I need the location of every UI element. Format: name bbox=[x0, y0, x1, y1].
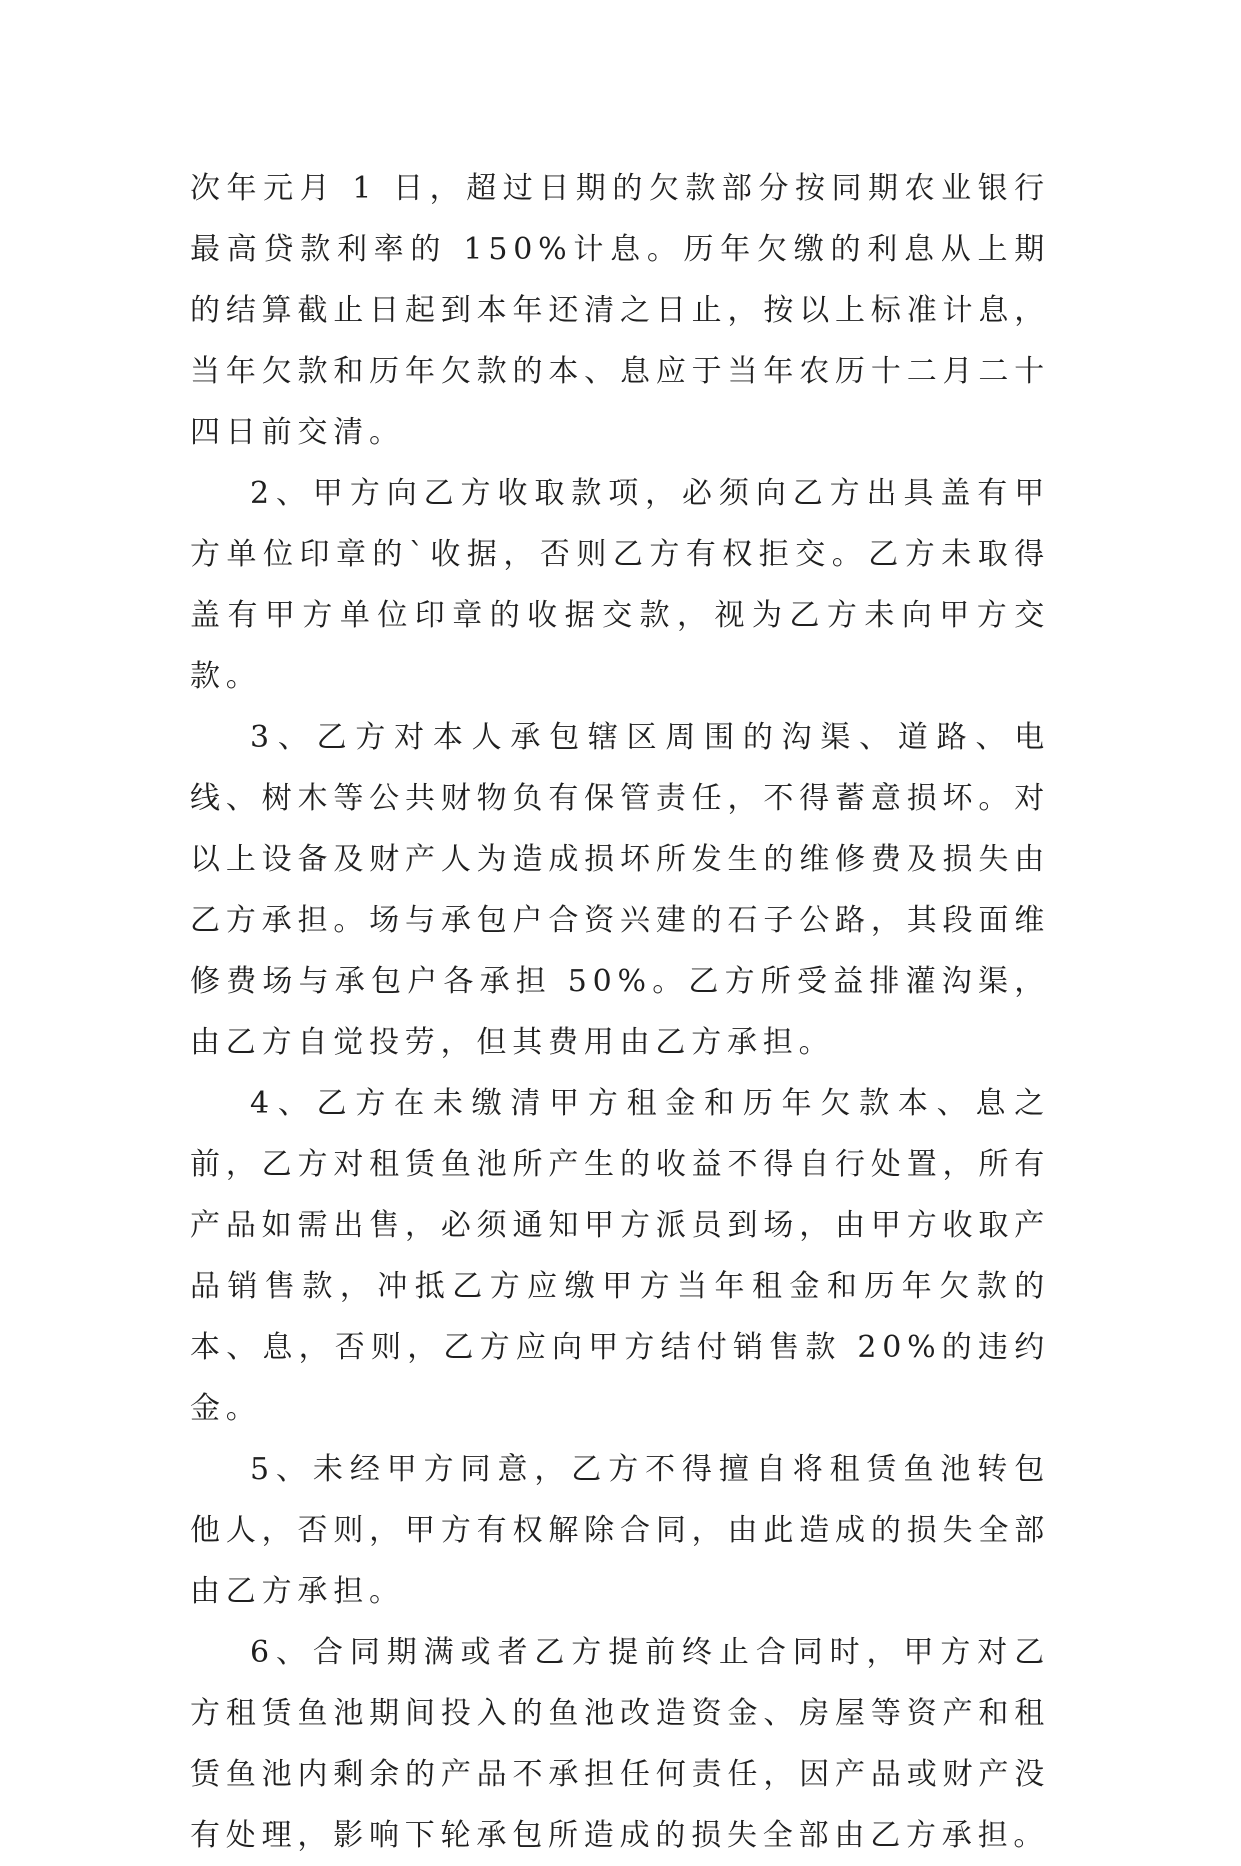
paragraph-clause-5: 5、未经甲方同意，乙方不得擅自将租赁鱼池转包他人，否则，甲方有权解除合同，由此造成的损失全部由乙方承担。 bbox=[190, 1452, 1050, 1609]
paragraph-clause-3: 3、乙方对本人承包辖区周围的沟渠、道路、电线、树木等公共财物负有保管责任，不得蓄意损坏。对以上设备及财产人为造成损坏所发生的维修费及损失由乙方承担。场与承包户合资兴建的石子公路，其段面维修费场与承包户各承担 50%。乙方所受益排灌沟渠，由乙方自觉投劳，但其费用由乙方承担。 bbox=[190, 720, 1050, 1060]
paragraph-clause-6: 6、合同期满或者乙方提前终止合同时，甲方对乙方租赁鱼池期间投入的鱼池改造资金、房屋等资产和租赁鱼池内剩余的产品不承担任何责任，因产品或财产没有处理，影响下轮承包所造成的损失全部由乙方承担。 bbox=[190, 1635, 1050, 1853]
paragraph-clause-4: 4、乙方在未缴清甲方租金和历年欠款本、息之前，乙方对租赁鱼池所产生的收益不得自行处置，所有产品如需出售，必须通知甲方派员到场，由甲方收取产品销售款，冲抵乙方应缴甲方当年租金和历年欠款的本、息，否则，乙方应向甲方结付销售款 20%的违约金。 bbox=[190, 1086, 1050, 1426]
document-body bbox=[190, 158, 1050, 1866]
paragraph-clause-2: 2、甲方向乙方收取款项，必须向乙方出具盖有甲方单位印章的`收据，否则乙方有权拒交。乙方未取得盖有甲方单位印章的收据交款，视为乙方未向甲方交款。 bbox=[190, 476, 1050, 694]
paragraph-continuation: 次年元月 1 日，超过日期的欠款部分按同期农业银行最高贷款利率的 150%计息。历年欠缴的利息从上期的结算截止日起到本年还清之日止，按以上标准计息，当年欠款和历年欠款的本、息应于当年农历十二月二十四日前交清。 bbox=[190, 171, 1050, 450]
